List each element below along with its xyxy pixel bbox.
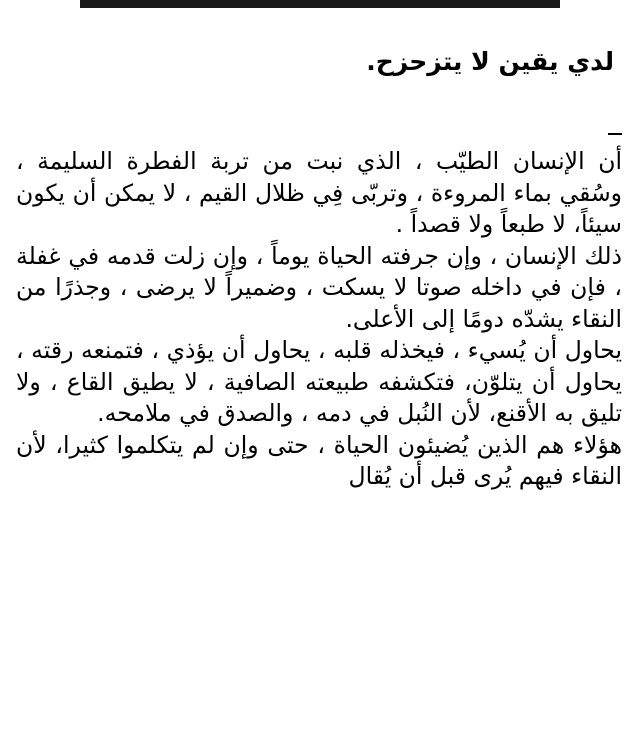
paragraph: هؤلاء هم الذين يُضيئون الحياة ، حتى وإن لم يتكلموا كثيرا، لأن النقاء فيهم يُرى قبل أن يُقال <box>16 430 622 490</box>
document-body <box>16 146 622 493</box>
paragraph: ذلك الإنسان ، وإن جرفته الحياة يوماً ، وإن زلت قدمه في غفلة ، فإن في داخله صوتا لا يسكت ، وضميراً لا يرضى ، وجذرًا من النقاء يشدّه دومًا إلى الأعلى. <box>16 241 622 333</box>
paragraph: أن الإنسان الطيّب ، الذي نبت من تربة الفطرة السليمة ، وسُقي بماء المروءة ، وتربّى فِي ظلال القيم ، لا يمكن أن يكون سيئاً، لا طبعاً ولا قصداً . <box>16 147 622 238</box>
separator-dash <box>608 133 622 135</box>
top-bar <box>80 0 560 8</box>
paragraph: يحاول أن يُسيء ، فيخذله قلبه ، يحاول أن يؤذي ، فتمنعه رقته ، يحاول أن يتلوّن، فتكشفه طبيعته الصافية ، لا يطيق القاع ، ولا تليق به الأقنع، لأن النُبل في دمه ، والصدق في ملامحه. <box>16 336 622 427</box>
document-heading: لدي يقين لا يتزحزح. <box>366 47 614 76</box>
